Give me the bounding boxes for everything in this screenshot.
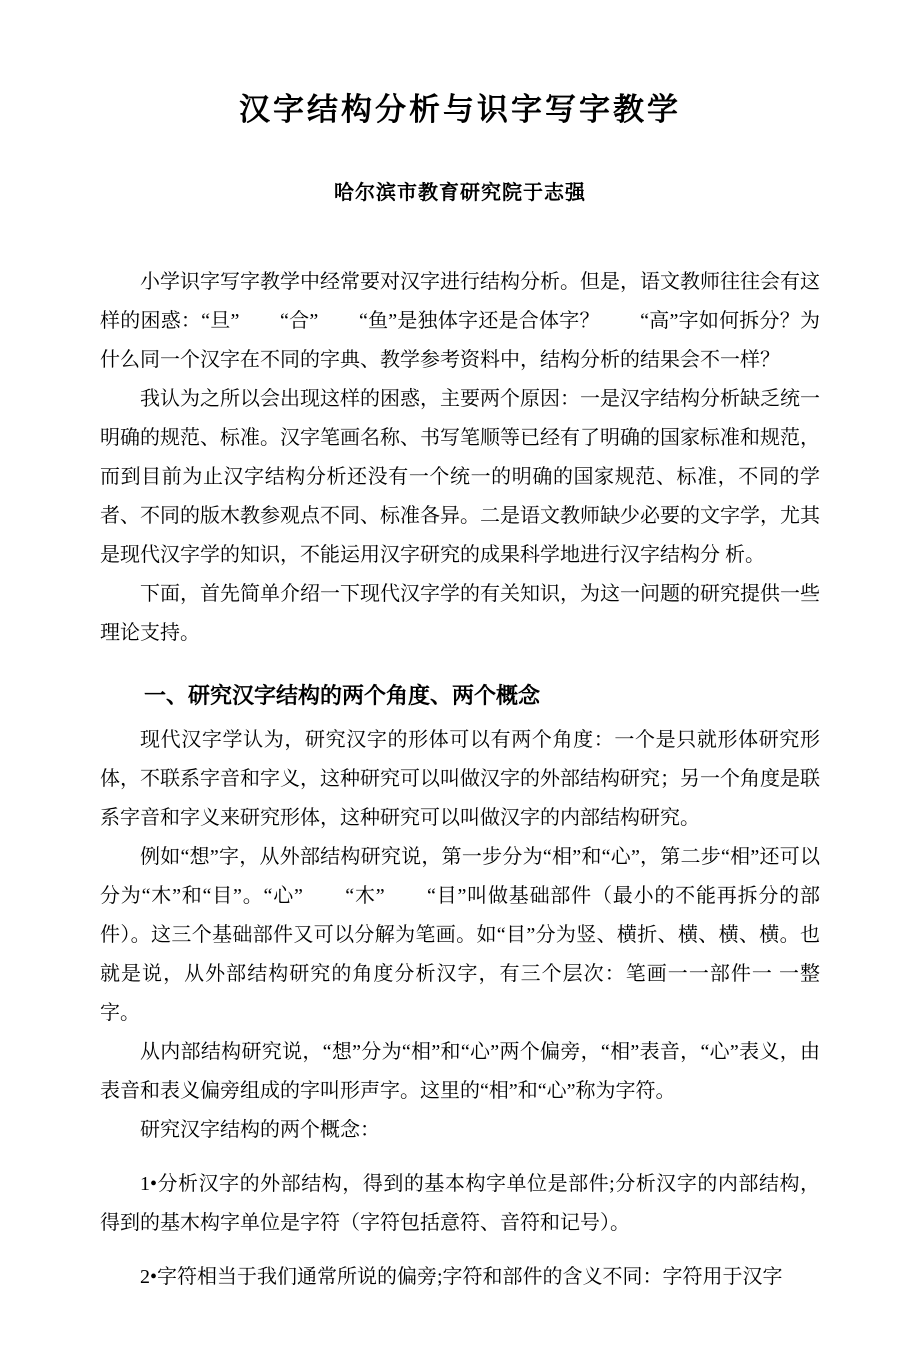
document-body <box>100 263 820 1297</box>
section-paragraph-3: 从内部结构研究说，“想”分为“相”和“心”两个偏旁，“相”表音，“心”表义，由表音和表义偏旁组成的字叫形声字。这里的“相”和“心”称为字符。 <box>100 1041 820 1102</box>
numbered-point-1: 1•分析汉字的外部结构，得到的基本构字单位是部件;分析汉字的内部结构，得到的基木构字单位是字符（字符包括意符、音符和记号）。 <box>100 1173 820 1234</box>
section-heading: 一、研究汉字结构的两个角度、两个概念 <box>144 683 541 708</box>
section-paragraph-1: 现代汉字学认为，研究汉字的形体可以有两个角度：一个是只就形体研究形体，不联系字音和字义，这种研究可以叫做汉字的外部结构研究；另一个角度是联系字音和字义来研究形体，这种研究可以叫做汉字的内部结构研究。 <box>100 729 820 829</box>
document-title: 汉字结构分析与识字写字教学 <box>239 92 681 127</box>
intro-paragraph-3: 下面，首先简单介绍一下现代汉字学的有关知识，为这一问题的研究提供一些理论支持。 <box>100 583 820 644</box>
section-paragraph-4: 研究汉字结构的两个概念： <box>140 1119 380 1141</box>
intro-paragraph-2: 我认为之所以会出现这样的困惑，主要两个原因：一是汉字结构分析缺乏统一明确的规范、标准。汉字笔画名称、书写笔顺等已经有了明确的国家标准和规范，而到目前为止汉字结构分析还没有一个统一的明确的国家规范、标准，不同的学者、不同的版木教参观点不同、标准各异。二是语文教师缺少必要的文字学，尤其是现代汉字学的知识，不能运用汉字研究的成果科学地进行汉字结构分 析。 <box>100 388 820 566</box>
intro-paragraph-1: 小学识字写字教学中经常要对汉字进行结构分析。但是，语文教师往往会有这样的困惑：“旦” “合” “鱼”是独体字还是合体字？ “高”字如何拆分？为什么同一个汉字在不同的字典、教学参考资料中，结构分析的结果会不一样？ <box>100 271 820 371</box>
numbered-point-2: 2•字符相当于我们通常所说的偏旁;字符和部件的含义不同：字符用于汉字 <box>140 1266 783 1288</box>
document-byline: 哈尔滨市教育研究院于志强 <box>334 182 586 204</box>
section-paragraph-2: 例如“想”字，从外部结构研究说，第一步分为“相”和“心”，第二步“相”还可以分为“木”和“目”。“心” “木” “目”叫做基础部件（最小的不能再拆分的部件）。这三个基础部件又可以分解为笔画。如“目”分为竖、横折、横、横、横。也就是说，从外部结构研究的角度分析汉字，有三个层次：笔画一一部件一 一整字。 <box>100 846 820 1024</box>
